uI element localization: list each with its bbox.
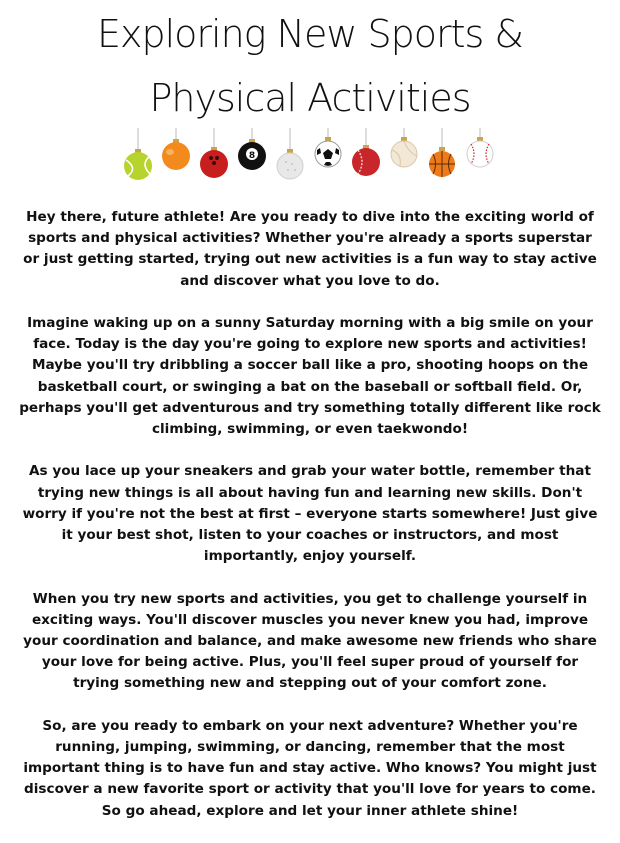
soccer-ball-ornament-icon	[310, 128, 346, 184]
page-title-line-2: Physical Activities	[149, 76, 471, 120]
svg-text:8: 8	[248, 151, 256, 161]
billiard-8-ball-ornament-icon	[234, 128, 270, 184]
golf-ball-ornament-icon	[272, 128, 308, 184]
paragraph: Hey there, future athlete! Are you ready to dive into the exciting world of sports and physical activities? Whether you're already a sports superstar or just getting started, trying out new activities is a fun way to stay active and discover what you love to do.	[23, 209, 597, 289]
paragraph: When you try new sports and activities, you get to challenge yourself in exciting ways. You'll discover muscles you never knew you had, improve your coordination and balance, and make awesome new friends who share your love for being active. Plus, you'll feel super proud of yourself for trying something new and stepping out of your comfort zone.	[23, 590, 597, 692]
article-body	[18, 207, 602, 843]
page-title-line-1: Exploring New Sports &	[96, 12, 524, 56]
ornament-row	[120, 128, 500, 184]
basketball-ornament-icon	[424, 128, 460, 184]
cricket-ball-ornament-icon	[348, 128, 384, 184]
basketball-ornament-icon	[158, 128, 194, 184]
baseball-ornament-icon	[462, 128, 498, 184]
bowling-ball-ornament-icon	[196, 128, 232, 184]
paragraph: As you lace up your sneakers and grab your water bottle, remember that trying new things is all about having fun and learning new skills. Don't worry if you're not the best at first – everyone starts somewhere! Just give it your best shot, listen to your coaches or instructors, and most importantly, enjoy yourself.	[22, 463, 598, 565]
tennis-ball-ornament-icon	[120, 128, 156, 184]
paragraph: So, are you ready to embark on your next adventure? Whether you're running, jumping, swimming, or dancing, remember that the most important thing is to have fun and stay active. Who knows? You might just discover a new favorite sport or activity that you'll love for years to come. So go ahead, explore and let your inner athlete shine!	[23, 717, 597, 819]
paragraph: Imagine waking up on a sunny Saturday morning with a big smile on your face. Today is the day you're going to explore new sports and activities! Maybe you'll try dribbling a soccer ball like a pro, shooting hoops on the basketball court, or swinging a bat on the baseball or softball field. Or, perhaps you'll get adventurous and try something totally different like rock climbing, swimming, or even taekwondo!	[19, 315, 601, 438]
volleyball-ornament-icon	[386, 128, 422, 184]
